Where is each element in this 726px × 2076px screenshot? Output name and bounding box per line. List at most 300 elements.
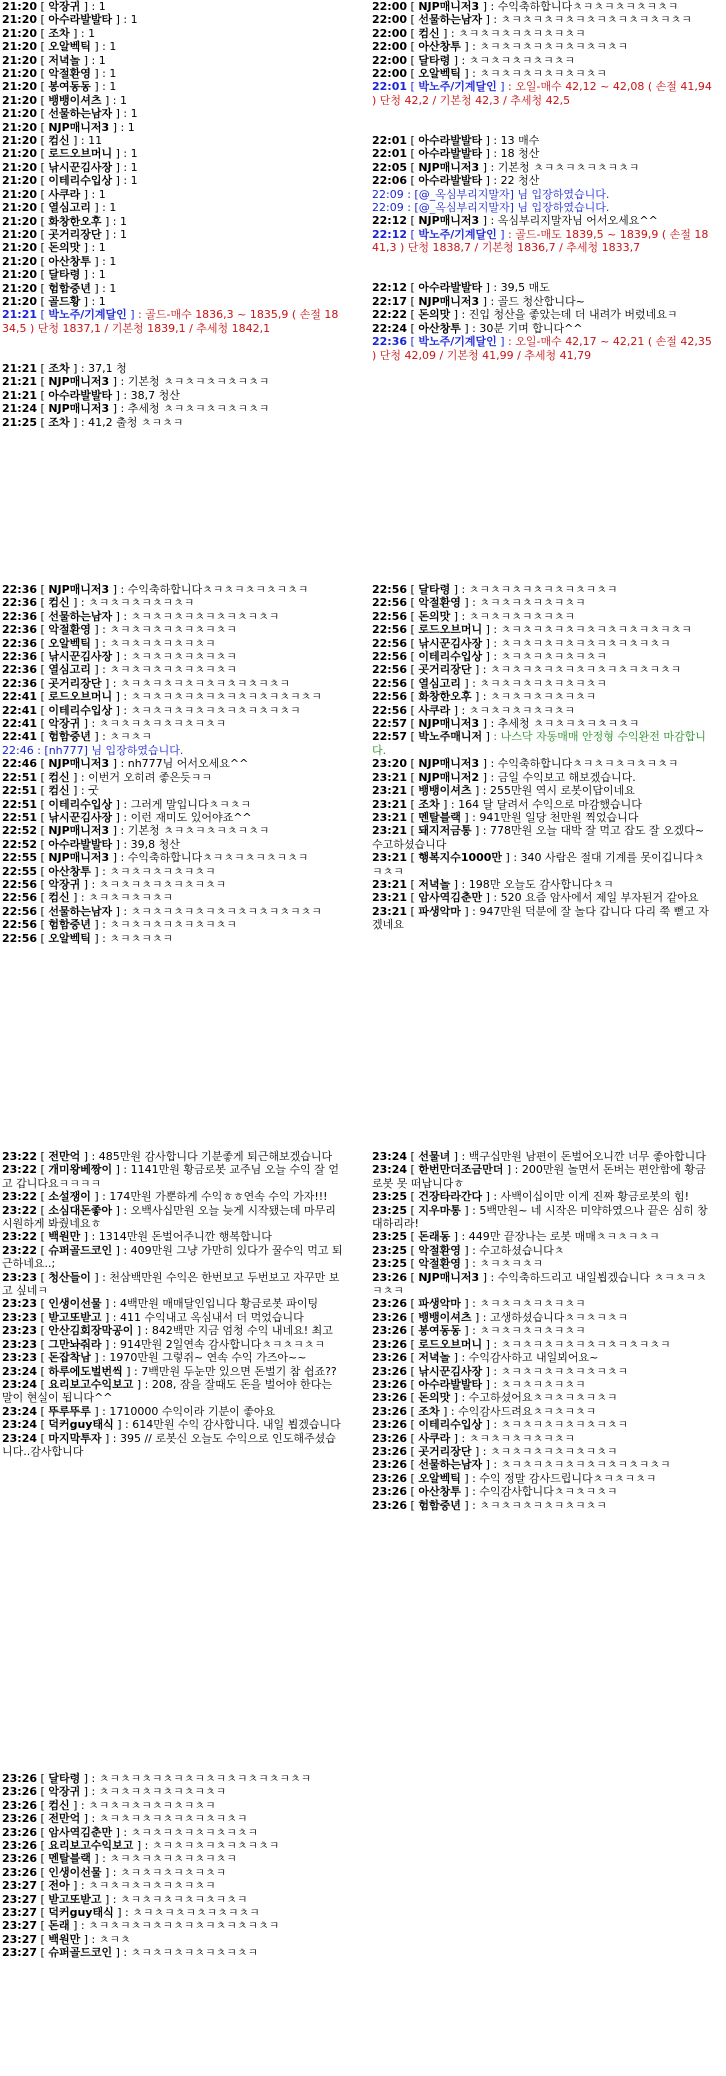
sender-name: 뱅뱅이셔츠 xyxy=(48,93,102,107)
sender-name: 이테리수입상 xyxy=(48,797,113,811)
message-time: 23:26 xyxy=(2,1785,38,1799)
message-text: : 340 사람은 절대 기계를 못이깁니다ㅊㅋㅊㅋ xyxy=(372,851,705,878)
message-text: : 1 xyxy=(80,26,96,40)
chat-message: 23:23 [ 받고또받고 ] : 411 수익내고 옥심내서 더 먹었습니다 xyxy=(2,1310,304,1324)
message-text: : ㅊㅋㅊㅋㅊㅋㅊㅋㅊㅋㅊㅋㅊㅋㅊㅋㅊㅋ xyxy=(80,1919,280,1933)
message-time: 23:21 xyxy=(372,770,408,784)
message-time: 23:21 xyxy=(372,824,408,838)
chat-message: 21:20 [ 악절환영 ] : 1 xyxy=(2,67,117,81)
chat-message: 23:26 [ 사쿠라 ] : ㅊㅋㅊㅋㅊㅋㅊㅋㅊㅋ xyxy=(372,1431,575,1445)
sender-name: 백원만 xyxy=(48,1932,81,1946)
message-text: : 추세청 ㅊㅋㅊㅋㅊㅋㅊㅋㅊㅋ xyxy=(490,717,640,731)
message-text: : ㅊㅋㅊㅋㅊㅋㅊㅋ xyxy=(80,891,174,905)
chat-message: 21:20 [ 오알벡틱 ] : 1 xyxy=(2,40,117,54)
message-text: : 449만 끝장나는 로봇 매매ㅊㅋㅊㅋㅊㅋ xyxy=(461,1230,660,1244)
chat-message: 22:56 [ 곳거리장단 ] : ㅊㅋㅊㅋㅊㅋㅊㅋㅊㅋㅊㅋㅊㅋㅊㅋㅊㅋ xyxy=(372,663,682,677)
message-time: 22:24 xyxy=(372,321,408,335)
chat-message: 22:55 [ NJP매니저3 ] : 수익축하합니다ㅊㅋㅊㅋㅊㅋㅊㅋㅊㅋ xyxy=(2,851,309,865)
message-time: 21:20 xyxy=(2,254,38,268)
chat-message: 22:56 [ 달타령 ] : ㅊㅋㅊㅋㅊㅋㅊㅋㅊㅋㅊㅋㅊㅋ xyxy=(372,583,618,596)
sender-name: 컴신 xyxy=(48,891,70,905)
blank-line xyxy=(372,268,714,281)
chat-message: 21:20 [ 아산창투 ] : 1 xyxy=(2,254,117,268)
message-text: : 1970만원 그렇쥐~ 연속 수익 가즈아~~ xyxy=(102,1351,307,1365)
sender-name: 로드오브머니 xyxy=(48,690,113,704)
message-time: 23:27 xyxy=(2,1892,38,1906)
message-time: 23:22 xyxy=(2,1163,38,1177)
message-time: 23:22 xyxy=(2,1243,38,1257)
sender-name: 곳거리장단 xyxy=(418,663,472,677)
message-time: 22:56 xyxy=(372,703,408,717)
message-text: : ㅊㅋㅊㅋㅊㅋㅊㅋㅊㅋㅊㅋㅊㅋ xyxy=(472,40,629,54)
chat-message: 23:22 [ 백원만 ] : 1314만원 돈벌어주니깐 행복합니다 xyxy=(2,1230,272,1244)
message-time: 23:25 xyxy=(372,1190,408,1204)
message-text: : 13 매수 xyxy=(493,134,540,148)
sender-name: 조차 xyxy=(48,415,70,429)
chat-message: 21:20 [ 곳거리장단 ] : 1 xyxy=(2,227,127,241)
message-time: 23:23 xyxy=(2,1297,38,1311)
sender-name: 박노주/기계달인 xyxy=(418,80,497,94)
system-message: 22:09 : [@_옥심부리지말자] 님 입장하였습니다. xyxy=(372,201,610,215)
sender-name: 인생이선물 xyxy=(48,1297,102,1311)
chat-log-panel-4 xyxy=(372,583,714,1096)
message-text: : ㅊㅋㅊㅋㅊㅋㅊㅋㅊㅋㅊㅋㅊㅋㅊㅋㅊㅋ xyxy=(123,690,322,704)
chat-message: 22:00 [ NJP매니저3 ] : 수익축하합니다ㅊㅋㅊㅋㅊㅋㅊㅋㅊㅋ xyxy=(372,0,679,13)
message-time: 22:56 xyxy=(372,609,408,623)
chat-message: 22:56 [ 선물하는남자 ] : ㅊㅋㅊㅋㅊㅋㅊㅋㅊㅋㅊㅋㅊㅋㅊㅋㅊㅋ xyxy=(2,904,322,918)
sender-name: NJP매니저3 xyxy=(418,214,480,228)
message-text: : 수고하셨습니다ㅊ xyxy=(472,1243,565,1257)
message-text: : ㅊㅋㅊㅋㅊㅋㅊㅋㅊㅋㅊㅋ xyxy=(493,1418,629,1432)
chat-message: 22:56 [ 로드오브머니 ] : ㅊㅋㅊㅋㅊㅋㅊㅋㅊㅋㅊㅋㅊㅋㅊㅋㅊㅋ xyxy=(372,623,692,637)
chat-message: 22:12 [ NJP매니저3 ] : 옥심부리지말자님 어서오세요^^ xyxy=(372,214,658,228)
message-text: : ㅊㅋㅊㅋㅊㅋㅊㅋㅊㅋ xyxy=(482,690,597,704)
message-text: : ㅊㅋㅊㅋㅊㅋㅊㅋㅊㅋㅊㅋㅊㅋㅊㅋ xyxy=(123,703,301,717)
message-time: 23:26 xyxy=(372,1431,408,1445)
sender-name: 아수라발발타 xyxy=(418,147,483,161)
message-text: : ㅊㅋㅊㅋㅊㅋㅊㅋㅊㅋ xyxy=(102,636,216,650)
message-time: 23:21 xyxy=(372,904,408,918)
message-text: : 255만원 역시 로봇이답이네요 xyxy=(482,784,635,798)
chat-message: 22:36 [ 열심고리 ] : ㅊㅋㅊㅋㅊㅋㅊㅋㅊㅋㅊㅋ xyxy=(2,663,237,677)
message-text: : ㅊㅋㅊㅋㅊㅋㅊㅋㅊㅋㅊㅋ xyxy=(450,26,586,40)
message-time: 22:00 xyxy=(372,67,408,81)
message-time: 22:41 xyxy=(2,717,38,731)
message-text: : ㅊㅋㅊㅋㅊㅋㅊㅋㅊㅋㅊㅋ xyxy=(102,663,237,677)
chat-message: 23:26 [ 낚시꾼김사장 ] : ㅊㅋㅊㅋㅊㅋㅊㅋㅊㅋㅊㅋ xyxy=(372,1364,629,1378)
message-time: 23:27 xyxy=(2,1906,38,1920)
chat-message: 23:20 [ NJP매니저3 ] : 수익축하합니다ㅊㅋㅊㅋㅊㅋㅊㅋㅊㅋ xyxy=(372,757,679,771)
message-time: 23:26 xyxy=(2,1852,38,1866)
sender-name: 이테리수입상 xyxy=(48,703,113,717)
message-text: : 1 xyxy=(102,201,117,215)
chat-message: 21:24 [ NJP매니저3 ] : 추세청 ㅊㅋㅊㅋㅊㅋㅊㅋㅊㅋ xyxy=(2,402,270,416)
message-text: : ㅊㅋㅊㅋㅊㅋㅊㅋㅊㅋㅊㅋㅊㅋㅊㅋ xyxy=(112,676,290,690)
chat-message: 23:25 [ 악절환영 ] : ㅊㅋㅊㅋㅊㅋ xyxy=(372,1257,544,1271)
message-time: 23:26 xyxy=(372,1485,408,1499)
blank-line xyxy=(372,255,714,268)
sender-name: 조차 xyxy=(48,26,70,40)
chat-message: 22:41 [ 악장귀 ] : ㅊㅋㅊㅋㅊㅋㅊㅋㅊㅋㅊㅋ xyxy=(2,717,227,731)
message-text: : ㅊㅋㅊㅋㅊㅋ xyxy=(472,1257,544,1271)
chat-message: 23:25 [ 지우마통 ] : 5백만원~ 네 시작은 미약하였으나 끝은 심히 창대하리라! xyxy=(372,1203,708,1231)
sender-name: 선물녀 xyxy=(418,1150,451,1163)
message-time: 21:20 xyxy=(2,53,38,67)
message-time: 22:56 xyxy=(2,891,38,905)
sender-name: 달타령 xyxy=(48,1772,81,1785)
message-text: : 1 xyxy=(123,107,138,121)
message-time: 22:36 xyxy=(2,650,38,664)
chat-message: 22:46 [ NJP매니저3 ] : nh777님 어서오세요^^ xyxy=(2,757,249,771)
sender-name: 화창한오후 xyxy=(48,214,102,228)
message-time: 22:41 xyxy=(2,703,38,717)
sender-name: 악절환영 xyxy=(418,1243,461,1257)
chat-message: 21:20 [ 돈의맛 ] : 1 xyxy=(2,241,106,255)
message-time: 23:22 xyxy=(2,1230,38,1244)
message-text: : 395 // 로봇신 오늘도 수익으로 인도해주셨습니다..감사합니다 xyxy=(2,1431,336,1458)
message-text: : 1 xyxy=(91,53,106,67)
sender-name: 아수라발발타 xyxy=(418,134,483,148)
message-time: 21:20 xyxy=(2,201,38,215)
chat-message: 22:52 [ 아수라발발타 ] : 39,8 청산 xyxy=(2,837,180,851)
message-text: : ㅊㅋㅊㅋㅊㅋㅊㅋㅊㅋㅊㅋ xyxy=(125,1906,260,1920)
chat-message: 21:20 [ 낚시꾼김사장 ] : 1 xyxy=(2,160,138,174)
message-text: : ㅊㅋㅊㅋㅊㅋㅊㅋㅊㅋ xyxy=(123,650,237,664)
sender-name: NJP매니저3 xyxy=(48,824,110,838)
sender-name: 곳거리장단 xyxy=(48,227,102,241)
message-time: 22:56 xyxy=(372,676,408,690)
sender-name: NJP매니저2 xyxy=(418,770,480,784)
sender-name: NJP매니저3 xyxy=(418,717,480,731)
message-time: 22:55 xyxy=(2,851,38,865)
sender-name: 돈의맛 xyxy=(418,609,451,623)
message-text: : 오일-매수 42,17 ~ 42,21 ( 손절 42,35 ) 단청 42,09 / 기본청 41,99 / 추세청 41,79 xyxy=(372,335,716,362)
sender-name: 아수라발발타 xyxy=(418,1377,483,1391)
sender-name: 마지막투자 xyxy=(48,1431,102,1445)
chat-message: 23:21 [ 뱅뱅이셔츠 ] : 255만원 역시 로봇이답이네요 xyxy=(372,784,635,798)
sender-name: 아산창투 xyxy=(48,864,91,878)
sender-name: 아산창투 xyxy=(48,254,91,268)
chat-message: 22:01 [ 박노주/기계달인 ] : 오일-매수 42,12 ~ 42,08 ( 손절 41,94 ) 단청 42,2 / 기본청 42,3 / 추세청 42,5 xyxy=(372,80,716,107)
chat-message: 21:20 [ 저녁놀 ] : 1 xyxy=(2,53,106,67)
chat-message: 21:21 [ 박노주/기계달인 ] : 골드-매수 1836,3 ~ 1835,9 ( 손절 1834,5 ) 단청 1837,1 / 기본청 1839,1 / 추세청 1842,1 xyxy=(2,308,339,335)
sender-name: NJP매니저3 xyxy=(418,1270,480,1284)
message-time: 21:20 xyxy=(2,268,38,282)
sender-name: 로드오브머니 xyxy=(418,623,483,637)
message-time: 23:26 xyxy=(372,1498,408,1512)
message-time: 21:20 xyxy=(2,134,38,148)
chat-log-panel-6 xyxy=(372,1150,714,1705)
sender-name: 아산창투 xyxy=(418,40,461,54)
sender-name: 저녁놀 xyxy=(418,877,451,891)
message-text: : ㅊㅋㅊㅋㅊㅋㅊㅋㅊㅋ xyxy=(472,1297,586,1311)
message-text: : ㅊㅋㅊㅋ xyxy=(102,730,152,744)
message-time: 23:24 xyxy=(2,1377,38,1391)
chat-message: 22:56 [ 오알벡틱 ] : ㅊㅋㅊㅋㅊㅋ xyxy=(2,931,174,945)
chat-message: 23:27 [ 백원만 ] : ㅊㅋㅊ xyxy=(2,1932,131,1946)
sender-name: 화창한오후 xyxy=(418,690,472,704)
message-text: : 1 xyxy=(123,13,138,27)
chat-message: 22:36 [ 박노주/기계달인 ] : 오일-매수 42,17 ~ 42,21 ( 손절 42,35 ) 단청 42,09 / 기본청 41,99 / 추세청 41,79 xyxy=(372,335,716,362)
sender-name: NJP매니저3 xyxy=(418,160,480,174)
message-text: : ㅊㅋㅊㅋㅊㅋㅊㅋㅊㅋㅊㅋ xyxy=(493,1364,629,1378)
message-text: : ㅊㅋㅊㅋㅊㅋㅊㅋㅊㅋㅊㅋㅊㅋㅊㅋㅊㅋ xyxy=(493,13,692,27)
message-text: : 22 청산 xyxy=(493,174,540,188)
sender-name: 이테리수입상 xyxy=(418,1418,483,1432)
chat-message: 23:27 [ 전아 ] : ㅊㅋㅊㅋㅊㅋㅊㅋㅊㅋㅊㅋ xyxy=(2,1879,216,1893)
message-text: : 수고하셨어요ㅊㅋㅊㅋㅊㅋㅊㅋ xyxy=(461,1391,618,1405)
message-text: : 38,7 청산 xyxy=(123,388,180,402)
message-time: 23:24 xyxy=(372,1163,408,1177)
message-time: 21:20 xyxy=(2,214,38,228)
message-time: 22:56 xyxy=(372,636,408,650)
message-time: 23:26 xyxy=(2,1798,38,1812)
message-text: : 1 xyxy=(91,268,106,282)
message-text: : 수익축하드리고 내일뵙겠습니다 ㅊㅋㅊㅋㅊㅋㅊㅋ xyxy=(372,1270,707,1298)
sender-name: 돈의맛 xyxy=(48,241,81,255)
sender-name: 선물하는남자 xyxy=(48,107,113,121)
message-time: 22:36 xyxy=(2,596,38,610)
chat-message: 23:26 [ 험함중년 ] : ㅊㅋㅊㅋㅊㅋㅊㅋㅊㅋㅊㅋ xyxy=(372,1498,607,1512)
sender-name: 악장귀 xyxy=(48,877,81,891)
chat-message: 23:23 [ 청산들이 ] : 천삼백만원 수익은 한번보고 두번보고 자꾸만 보고 싶네ㅋ xyxy=(2,1270,340,1298)
message-time: 23:26 xyxy=(372,1351,408,1365)
message-text: : 1 xyxy=(120,120,135,134)
sender-name: 백원만 xyxy=(48,1230,81,1244)
sender-name: 오알벡틱 xyxy=(48,931,91,945)
sender-name: 박노주/기계달인 xyxy=(48,308,127,322)
message-text: : ㅊㅋㅊㅋㅊㅋ xyxy=(102,931,174,945)
sender-name: NJP매니저3 xyxy=(48,120,110,134)
message-time: 21:20 xyxy=(2,0,38,13)
message-time: 23:25 xyxy=(372,1257,408,1271)
chat-message: 21:20 [ 골드황 ] : 1 xyxy=(2,294,106,308)
message-time: 23:25 xyxy=(372,1203,408,1217)
message-time: 22:56 xyxy=(372,690,408,704)
message-time: 23:26 xyxy=(372,1297,408,1311)
sender-name: 악장귀 xyxy=(48,0,81,13)
message-time: 22:56 xyxy=(372,596,408,610)
sender-name: 컴신 xyxy=(418,26,440,40)
message-text: : 기본청 ㅊㅋㅊㅋㅊㅋㅊㅋㅊㅋ xyxy=(120,375,270,389)
message-text: : ㅊㅋㅊㅋㅊㅋㅊㅋㅊㅋ xyxy=(80,596,195,610)
sender-name: 돈래동 xyxy=(418,1230,451,1244)
chat-message: 23:22 [ 슈퍼골드코인 ] : 409만원 그냥 가만히 있다가 꿀수익 먹고 퇴근하네요..; xyxy=(2,1243,343,1271)
message-time: 23:26 xyxy=(372,1364,408,1378)
chat-message: 21:21 [ 조차 ] : 37,1 청 xyxy=(2,361,127,375)
chat-message: 22:56 [ 낚시꾼김사장 ] : ㅊㅋㅊㅋㅊㅋㅊㅋㅊㅋㅊㅋㅊㅋㅊㅋ xyxy=(372,636,671,650)
sender-name: 아산창투 xyxy=(418,1485,461,1499)
message-text: : ㅊㅋㅊㅋㅊㅋㅊㅋㅊㅋㅊㅋㅊㅋㅊㅋㅊㅋ xyxy=(123,904,322,918)
sender-name: 조차 xyxy=(418,797,440,811)
message-time: 22:46 xyxy=(2,757,38,771)
sender-name: 아산창투 xyxy=(418,321,461,335)
message-time: 22:56 xyxy=(2,904,38,918)
message-text: : 1 xyxy=(91,294,106,308)
sender-name: 이테리수입상 xyxy=(48,174,113,188)
message-time: 21:25 xyxy=(2,415,38,429)
message-time: 21:21 xyxy=(2,375,38,389)
sender-name: 덕커guy태식 xyxy=(48,1418,114,1432)
message-text: : 164 달 달려서 수익으로 마감했습니다 xyxy=(450,797,642,811)
chat-message: 23:21 [ 행복지수1000만 ] : 340 사람은 절대 기계를 못이깁니다ㅊㅋㅊㅋ xyxy=(372,851,705,878)
chat-message: 22:51 [ 낚시꾼김사장 ] : 이런 재미도 있어야죠^^ xyxy=(2,810,252,824)
chat-message: 22:41 [ 로드오브머니 ] : ㅊㅋㅊㅋㅊㅋㅊㅋㅊㅋㅊㅋㅊㅋㅊㅋㅊㅋ xyxy=(2,690,322,704)
chat-message: 23:26 [ 로드오브머니 ] : ㅊㅋㅊㅋㅊㅋㅊㅋㅊㅋㅊㅋㅊㅋㅊㅋ xyxy=(372,1337,671,1351)
message-text: : 520 요즘 암사에서 제일 부자된거 같아요 xyxy=(493,891,699,905)
message-time: 23:24 xyxy=(2,1418,38,1432)
chat-message: 23:26 [ 컴신 ] : ㅊㅋㅊㅋㅊㅋㅊㅋㅊㅋㅊㅋ xyxy=(2,1798,216,1812)
sender-name: 컴신 xyxy=(48,1798,70,1812)
sender-name: NJP매니저3 xyxy=(418,757,480,771)
system-message: 22:09 : [@_옥심부리지말자] 님 입장하였습니다. xyxy=(372,187,610,201)
message-time: 23:26 xyxy=(372,1458,408,1472)
sender-name: 선물하는남자 xyxy=(418,1458,483,1472)
blank-line xyxy=(372,107,714,120)
sender-name: 인생이선물 xyxy=(48,1865,102,1879)
message-text: : 614만원 수익 감사합니다. 내일 뵙겠습니다 xyxy=(125,1418,341,1432)
message-time: 22:06 xyxy=(372,174,408,188)
chat-message: 22:00 [ 선물하는남자 ] : ㅊㅋㅊㅋㅊㅋㅊㅋㅊㅋㅊㅋㅊㅋㅊㅋㅊㅋ xyxy=(372,13,692,27)
chat-message: 21:20 [ 달타령 ] : 1 xyxy=(2,268,106,282)
sender-name: 달타령 xyxy=(418,53,451,67)
message-time: 22:36 xyxy=(2,676,38,690)
message-time: 21:21 xyxy=(2,308,38,322)
message-time: 23:26 xyxy=(372,1270,408,1284)
message-text: : 이번거 오히려 좋은듯ㅋㅋ xyxy=(80,770,212,784)
message-text: : ㅊㅋㅊㅋㅊㅋㅊㅋㅊㅋㅊㅋㅊㅋㅊㅋㅊㅋㅊㅋ xyxy=(91,1772,312,1785)
message-text: : 1 xyxy=(112,227,127,241)
chat-message: 23:25 [ 돈래동 ] : 449만 끝장나는 로봇 매매ㅊㅋㅊㅋㅊㅋ xyxy=(372,1230,660,1244)
chat-message: 23:21 [ 돼지저금통 ] : 778만원 오늘 대박 잘 먹고 잡도 잘 오겠다~수고하셨습니다 xyxy=(372,824,705,851)
chat-message: 23:26 [ 돈의맛 ] : 수고하셨어요ㅊㅋㅊㅋㅊㅋㅊㅋ xyxy=(372,1391,618,1405)
sender-name: 사쿠라 xyxy=(48,187,81,201)
sender-name: 저녁놀 xyxy=(418,1351,451,1365)
chat-log-panel-3 xyxy=(2,583,344,1096)
message-text: : ㅊㅋㅊㅋㅊㅋㅊㅋㅊㅋㅊㅋㅊㅋㅊㅋ xyxy=(493,1337,671,1351)
message-time: 23:26 xyxy=(2,1825,38,1839)
message-time: 23:26 xyxy=(372,1391,408,1405)
sender-name: 컴신 xyxy=(48,784,70,798)
message-time: 21:20 xyxy=(2,241,38,255)
chat-message: 21:20 [ 화창한오후 ] : 1 xyxy=(2,214,127,228)
message-text: : ㅊㅋㅊㅋㅊㅋㅊㅋㅊㅋㅊㅋ xyxy=(80,1798,216,1812)
chat-message: 23:21 [ 암사역김춘만 ] : 520 요즘 암사에서 제일 부자된거 같아요 xyxy=(372,891,699,905)
message-text: : 고생하셨습니다ㅊㅋㅊㅋㅊㅋ xyxy=(482,1310,629,1324)
message-text: : 수익축하합니다ㅊㅋㅊㅋㅊㅋㅊㅋㅊㅋ xyxy=(490,0,679,13)
blank-line xyxy=(2,335,344,348)
message-text: : 오일-매수 42,12 ~ 42,08 ( 손절 41,94 ) 단청 42,2 / 기본청 42,3 / 추세청 42,5 xyxy=(372,80,716,107)
chat-message: 22:00 [ 달타령 ] : ㅊㅋㅊㅋㅊㅋㅊㅋㅊㅋ xyxy=(372,53,575,67)
message-text: : 409만원 그냥 가만히 있다가 꿀수익 먹고 퇴근하네요..; xyxy=(2,1243,343,1271)
message-time: 23:23 xyxy=(2,1351,38,1365)
message-text: : 30분 기며 합니다^^ xyxy=(472,321,583,335)
sender-name: 멘탈블랙 xyxy=(48,1852,91,1866)
sender-name: 악절환영 xyxy=(418,596,461,610)
message-text: : 1 xyxy=(102,67,117,81)
chat-message: 22:36 [ 곳거리장단 ] : ㅊㅋㅊㅋㅊㅋㅊㅋㅊㅋㅊㅋㅊㅋㅊㅋ xyxy=(2,676,290,690)
sender-name: 요리보고수익보고 xyxy=(48,1377,134,1391)
message-text: : 914만원 2일연속 감사합니다ㅊㅋㅊㅋㅊㅋ xyxy=(112,1337,325,1351)
message-text: : 수익축하합니다ㅊㅋㅊㅋㅊㅋㅊㅋㅊㅋ xyxy=(120,583,309,596)
message-text: : 37,1 청 xyxy=(80,361,127,375)
message-text: : 1 xyxy=(123,160,138,174)
chat-message: 23:26 [ NJP매니저3 ] : 수익축하드리고 내일뵙겠습니다 ㅊㅋㅊㅋㅊㅋㅊㅋ xyxy=(372,1270,707,1298)
chat-message: 21:20 [ 컴신 ] : 11 xyxy=(2,134,103,148)
message-time: 23:22 xyxy=(2,1150,38,1163)
sender-name: 로드오브머니 xyxy=(48,147,113,161)
message-text: : 208, 잠을 잘때도 돈을 벌어야 한다는 말이 현실이 됩니다^^ xyxy=(2,1377,336,1405)
message-text: : 1 xyxy=(112,214,127,228)
sender-name: 이테리수입상 xyxy=(418,650,483,664)
message-time: 23:26 xyxy=(372,1418,408,1432)
chat-message: 22:05 [ NJP매니저3 ] : 기본청 ㅊㅋㅊㅋㅊㅋㅊㅋㅊㅋ xyxy=(372,160,640,174)
chat-message: 22:01 [ 아수라발발타 ] : 18 청산 xyxy=(372,147,540,161)
sender-name: 슈퍼골드코인 xyxy=(48,1946,113,1960)
sender-name: 박노주/기계달인 xyxy=(418,335,497,349)
sender-name: 험함중년 xyxy=(418,1498,461,1512)
sender-name: 돈의맛 xyxy=(418,1391,451,1405)
message-text: : 485만원 감사합니다 기분좋게 퇴근해보겠습니다 xyxy=(91,1150,333,1163)
message-time: 23:20 xyxy=(372,757,408,771)
message-time: 22:55 xyxy=(2,864,38,878)
message-text: : 5백만원~ 네 시작은 미약하였으나 끝은 심히 창대하리라! xyxy=(372,1203,708,1231)
message-text: : ㅊㅋㅊㅋㅊㅋㅊㅋㅊㅋㅊㅋㅊㅋㅊㅋㅊㅋ xyxy=(493,623,692,637)
sender-name: 열심고리 xyxy=(48,201,91,215)
chat-message: 22:52 [ NJP매니저3 ] : 기본청 ㅊㅋㅊㅋㅊㅋㅊㅋㅊㅋ xyxy=(2,824,270,838)
message-time: 22:36 xyxy=(2,636,38,650)
sender-name: NJP매니저3 xyxy=(418,0,480,13)
message-text: : 1 xyxy=(102,80,117,94)
sender-name: NJP매니저3 xyxy=(48,757,110,771)
message-time: 23:27 xyxy=(2,1932,38,1946)
sender-name: 악절환영 xyxy=(418,1257,461,1271)
message-text: : ㅊㅋㅊㅋㅊㅋㅊㅋㅊㅋ xyxy=(461,1431,575,1445)
message-time: 23:21 xyxy=(372,851,408,865)
message-text: : ㅊㅋㅊㅋㅊㅋㅊㅋㅊㅋㅊㅋ xyxy=(102,1852,237,1866)
message-time: 22:56 xyxy=(372,583,408,596)
sender-name: 낚시꾼김사장 xyxy=(48,650,113,664)
sender-name: 전만억 xyxy=(48,1150,81,1163)
message-time: 22:00 xyxy=(372,26,408,40)
message-time: 21:20 xyxy=(2,227,38,241)
message-time: 23:26 xyxy=(372,1444,408,1458)
sender-name: 돈잡착남 xyxy=(48,1351,91,1365)
message-text: : ㅊㅋㅊㅋㅊㅋㅊㅋㅊㅋㅊㅋ xyxy=(472,1498,607,1512)
message-time: 22:41 xyxy=(2,690,38,704)
sender-name: 저녁놀 xyxy=(48,53,81,67)
sender-name: 암사역김춘만 xyxy=(48,1825,113,1839)
message-text: : 수익감사합니다ㅊㅋㅊㅋㅊㅋ xyxy=(472,1485,618,1499)
message-time: 23:27 xyxy=(2,1919,38,1933)
message-time: 21:20 xyxy=(2,80,38,94)
chat-message: 23:24 [ 덕커guy태식 ] : 614만원 수익 감사합니다. 내일 뵙겠습니다 xyxy=(2,1418,341,1432)
sender-name: 한번만더조금만더 xyxy=(418,1163,504,1177)
message-time: 23:26 xyxy=(372,1377,408,1391)
sender-name: NJP매니저3 xyxy=(418,294,480,308)
message-text: : 나스닥 자동매매 안정형 수익완전 마감합니다. xyxy=(372,730,706,757)
message-text: : ㅊㅋㅊㅋㅊㅋㅊㅋㅊㅋㅊㅋ xyxy=(123,1946,259,1960)
message-text: : 골드 청산합니다~ xyxy=(490,294,585,308)
chat-message: 22:36 [ 낚시꾼김사장 ] : ㅊㅋㅊㅋㅊㅋㅊㅋㅊㅋ xyxy=(2,650,237,664)
sender-name: 열심고리 xyxy=(418,676,461,690)
message-text: : 그러게 말입니다ㅊㅋㅊㅋ xyxy=(123,797,251,811)
sender-name: 멘탈블랙 xyxy=(418,810,461,824)
blank-line xyxy=(2,349,344,362)
message-text: : 1 xyxy=(91,187,106,201)
sender-name: 낚시꾼김사장 xyxy=(48,160,113,174)
sender-name: 조차 xyxy=(48,361,70,375)
